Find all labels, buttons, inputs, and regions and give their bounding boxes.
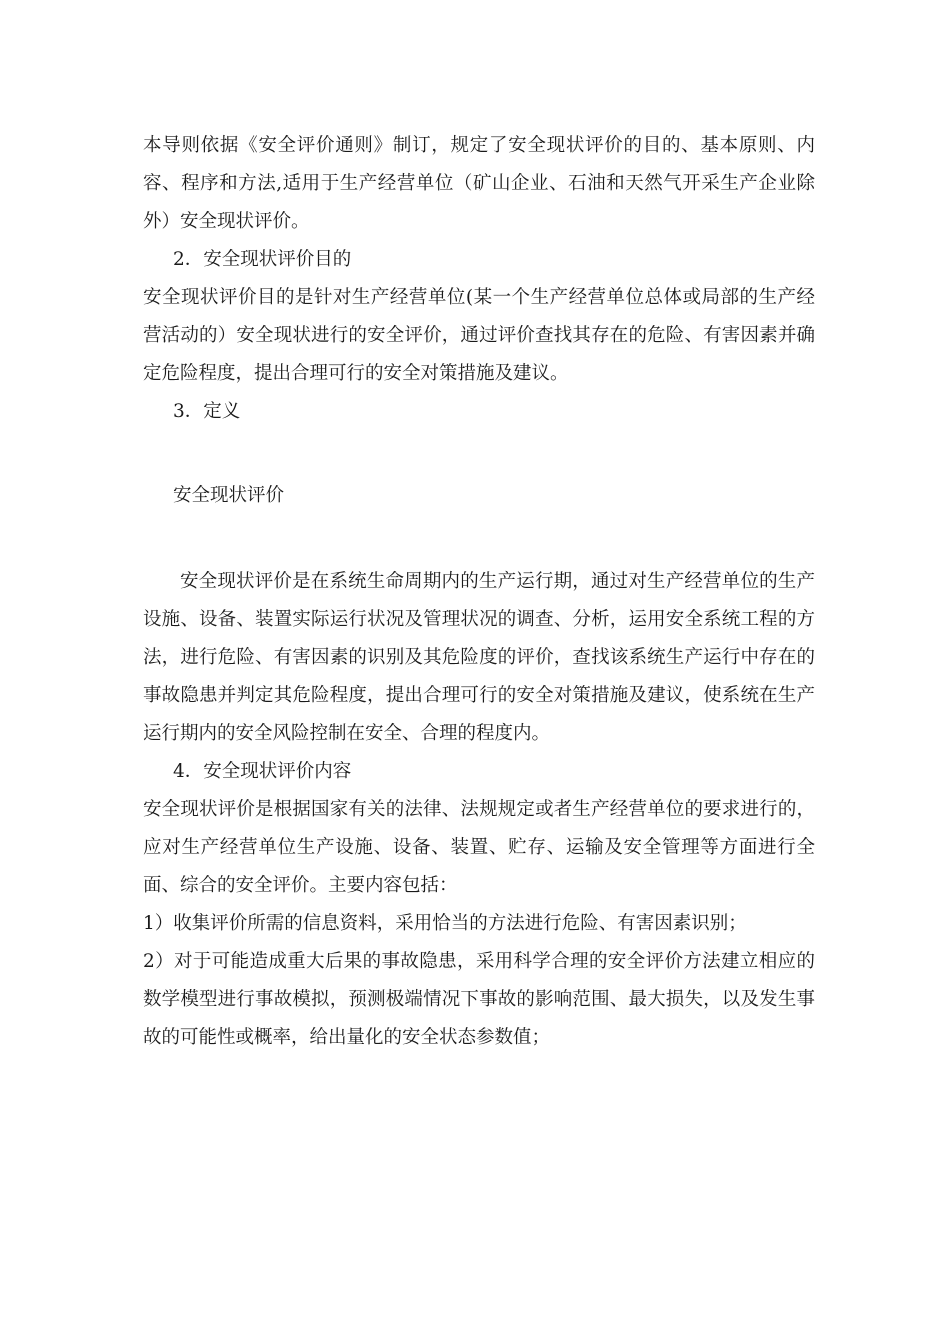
intro-paragraph: 本导则依据《安全评价通则》制订，规定了安全现状评价的目的、基本原则、内容、程序和方法,适用于生产经营单位（矿山企业、石油和天然气开采生产企业除外）安全现状评价。 xyxy=(143,135,815,232)
document-body xyxy=(143,127,815,1057)
spacer xyxy=(143,431,815,477)
section-2-body: 安全现状评价目的是针对生产经营单位(某一个生产经营单位总体或局部的生产经营活动的）安全现状进行的安全评价，通过评价查找其存在的危险、有害因素并确定危险程度，提出合理可行的安全对策措施及建议。 xyxy=(143,287,815,384)
spacer xyxy=(143,515,815,563)
section-4-heading: 4．安全现状评价内容 xyxy=(173,761,352,782)
term-definition: 安全现状评价是在系统生命周期内的生产运行期，通过对生产经营单位的生产设施、设备、装置实际运行状况及管理状况的调查、分析，运用安全系统工程的方法，进行危险、有害因素的识别及其危险度的评价，查找该系统生产运行中存在的事故隐患并判定其危险程度，提出合理可行的安全对策措施及建议，使系统在生产运行期内的安全风险控制在安全、合理的程度内。 xyxy=(143,571,815,744)
list-item-2: 2）对于可能造成重大后果的事故隐患，采用科学合理的安全评价方法建立相应的数学模型进行事故模拟，预测极端情况下事故的影响范围、最大损失，以及发生事故的可能性或概率，给出量化的安全状态参数值； xyxy=(143,951,815,1048)
section-2-heading: 2．安全现状评价目的 xyxy=(173,249,352,270)
section-4-body: 安全现状评价是根据国家有关的法律、法规规定或者生产经营单位的要求进行的，应对生产经营单位生产设施、设备、装置、贮存、运输及安全管理等方面进行全面、综合的安全评价。主要内容包括： xyxy=(143,799,815,896)
term-title: 安全现状评价 xyxy=(173,485,285,506)
list-item-1: 1）收集评价所需的信息资料，采用恰当的方法进行危险、有害因素识别； xyxy=(143,913,747,934)
section-3-heading: 3．定义 xyxy=(173,401,241,422)
